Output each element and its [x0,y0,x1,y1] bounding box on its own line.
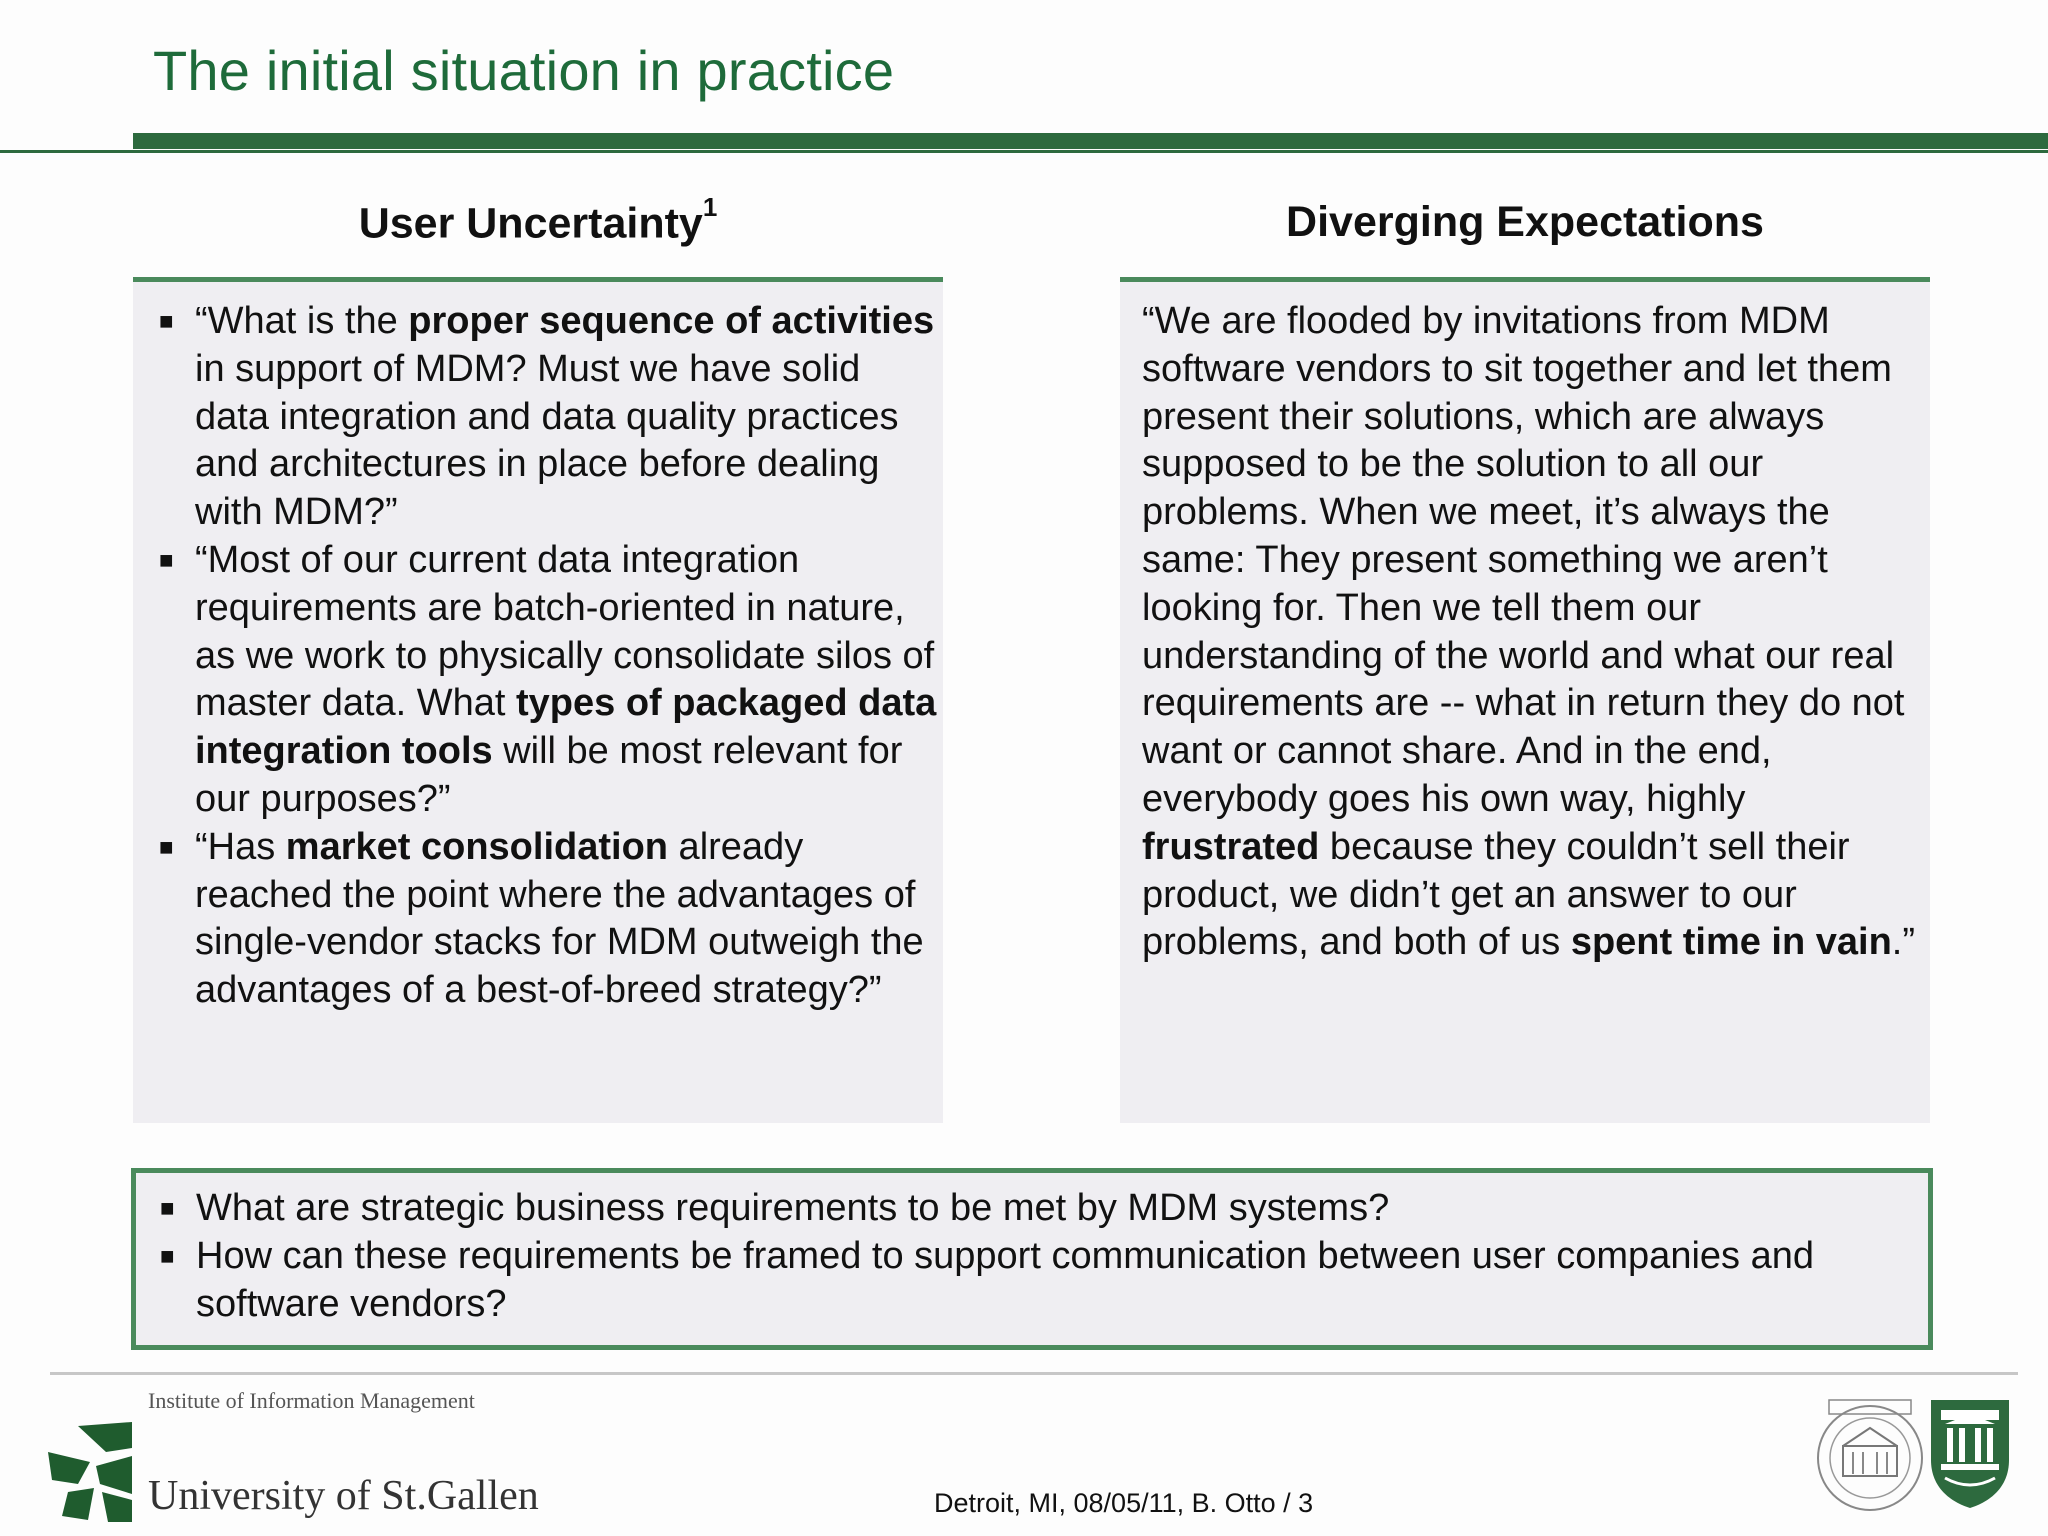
institute-name: Institute of Information Management [148,1388,475,1413]
uncertainty-text-segment: in support of MDM? Must we have solid data integration and data quality practices and architectures in place before dealing with MDM?” [195,347,899,534]
uncertainty-text-segment: already reached the point where the advantages of single-vendor stacks for MDM outweigh the advantages of a best-of-breed strategy?” [195,825,924,1012]
dartmouth-shield-icon [1927,1396,2013,1510]
right-column-heading: Diverging Expectations [1286,198,1764,246]
uncertainty-text-segment: “Most of our current data integration requirements are batch-oriented in nature, as we work to physically consolidate silos of master data. What [195,538,935,725]
uncertainty-text-segment: proper sequence of activities [408,300,935,342]
title-rule-thick [133,133,2048,149]
research-question-text: What are strategic business requirements to be met by MDM systems? [196,1187,1390,1229]
bullet-square-icon: ■ [160,1242,175,1270]
slide-footer-info: Detroit, MI, 08/05/11, B. Otto / 3 [934,1488,1314,1518]
vendor-quote [1142,298,1922,967]
quote-text-segment: frustrated [1142,825,1320,868]
bullet-square-icon: ■ [159,833,174,861]
title-rule-thin [0,150,2048,153]
uncertainty-text-segment: will be most relevant for our purposes?” [195,730,903,820]
uncertainty-text-segment: market consolidation [285,825,668,868]
user-uncertainty-panel [133,277,943,1123]
university-st-gallen-logo-icon [48,1422,138,1522]
user-uncertainty-list [159,298,939,1015]
research-question-bullet [160,1185,1920,1233]
left-column-heading [133,192,943,248]
research-questions-list [160,1185,1920,1328]
bullet-square-icon: ■ [160,1195,175,1222]
uncertainty-bullet [159,298,939,537]
uncertainty-text-segment: “Has [195,825,286,868]
uncertainty-bullet [159,824,939,1015]
bullet-square-icon: ■ [159,546,174,574]
research-questions-box [131,1168,1933,1350]
quote-text-segment: because they couldn’t sell their product, we didn’t get an answer to our problems, and both of us [1142,825,1850,964]
quote-text-segment: .” [1891,921,1916,964]
quote-text-segment: spent time in vain [1570,921,1892,964]
uncertainty-text-segment: types of packaged data integration tools [195,682,937,773]
uncertainty-text-segment: “What is the [195,300,409,342]
bullet-square-icon: ■ [159,308,174,335]
dartmouth-seal-icon [1815,1396,1925,1516]
left-heading-text: User Uncertainty [358,199,703,248]
quote-text-segment: “We are flooded by invitations from MDM software vendors to sit together and let them present their solutions, which are always supposed to be the solution to all our problems. When we meet, it’s always the same: They present something we aren’t looking for. Then we tell them our understanding of the world and what our real requirements are -- what in return they do not want or cannot share. And in the end, everybody goes his own way, highly [1142,300,1905,820]
research-question-text: How can these requirements be framed to support communication between user companies and software vendors? [196,1234,1814,1325]
slide-title: The initial situation in practice [153,39,895,102]
diverging-expectations-panel [1120,277,1930,1123]
footer-divider [50,1372,2018,1375]
university-name: University of St.Gallen [148,1473,539,1519]
uncertainty-bullet [159,537,939,824]
research-question-bullet [160,1233,1920,1329]
left-heading-footnote: 1 [702,192,718,222]
